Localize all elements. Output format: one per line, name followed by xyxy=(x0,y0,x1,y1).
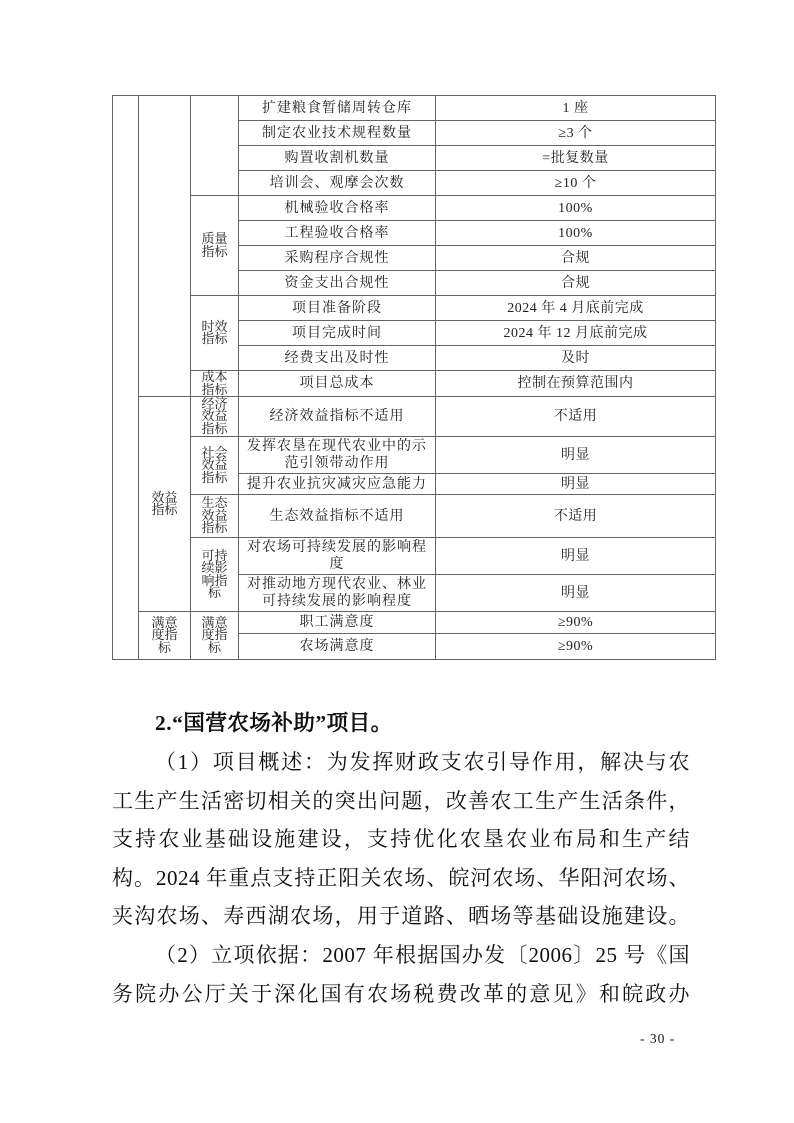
indicator-name-cell: 机械验收合格率 xyxy=(239,196,436,221)
paragraph-line: 工生产生活密切相关的突出问题，改善农工生产生活条件， xyxy=(112,788,690,813)
indicator-value-cell: ≥3 个 xyxy=(436,121,716,146)
indicator-value-cell: 明显 xyxy=(436,474,716,495)
empty-cell xyxy=(191,96,239,196)
paragraph-line: 构。2024 年重点支持正阳关农场、皖河农场、华阳河农场、 xyxy=(112,865,690,890)
indicator-name-cell: 扩建粮食暂储周转仓库 xyxy=(239,96,436,121)
indicator-name-cell: 经费支出及时性 xyxy=(239,346,436,371)
indicator-value-cell: 合规 xyxy=(436,246,716,271)
indicator-name-cell: 购置收割机数量 xyxy=(239,146,436,171)
indicator-value-cell: 及时 xyxy=(436,346,716,371)
indicator-name-cell: 发挥农垦在现代农业中的示范引领带动作用 xyxy=(239,437,436,474)
indicator-name-cell: 制定农业技术规程数量 xyxy=(239,121,436,146)
indicator-value-cell: 不适用 xyxy=(436,397,716,437)
indicator-value-cell: 明显 xyxy=(436,538,716,575)
paragraph-line: （1）项目概述：为发挥财政支农引导作用，解决与农 xyxy=(155,750,690,774)
empty-cell xyxy=(113,96,139,660)
indicator-value-cell: =批复数量 xyxy=(436,146,716,171)
body-text xyxy=(112,704,690,1013)
group-label-cell: 时效指标 xyxy=(191,296,239,371)
indicator-name-cell: 项目完成时间 xyxy=(239,321,436,346)
group-label-cell: 质量指标 xyxy=(191,196,239,296)
indicator-value-cell: 2024 年 4 月底前完成 xyxy=(436,296,716,321)
indicator-value-cell: 100% xyxy=(436,196,716,221)
paragraph-line: （2）立项依据：2007 年根据国办发〔2006〕25 号《国 xyxy=(155,942,690,967)
indicator-name-cell: 提升农业抗灾减灾应急能力 xyxy=(239,474,436,495)
indicator-value-cell: 100% xyxy=(436,221,716,246)
indicator-value-cell: 不适用 xyxy=(436,495,716,538)
indicator-value-cell: 合规 xyxy=(436,271,716,296)
group-label-cell: 经济效益指标 xyxy=(191,397,239,437)
indicator-name-cell: 项目总成本 xyxy=(239,371,436,397)
page-number: - 30 - xyxy=(640,1031,676,1046)
section-heading: 2.“国营农场补助”项目。 xyxy=(155,711,393,735)
group-label-cell: 满意度指标 xyxy=(139,612,191,660)
indicator-value-cell: 明显 xyxy=(436,437,716,474)
indicator-name-cell: 经济效益指标不适用 xyxy=(239,397,436,437)
indicator-name-cell: 生态效益指标不适用 xyxy=(239,495,436,538)
indicator-name-cell: 项目准备阶段 xyxy=(239,296,436,321)
indicator-value-cell: ≥90% xyxy=(436,634,716,660)
indicator-name-cell: 对推动地方现代农业、林业可持续发展的影响程度 xyxy=(239,575,436,612)
paragraph-line: 务院办公厅关于深化国有农场税费改革的意见》和皖政办 xyxy=(112,981,690,1006)
group-label-cell: 社会效益指标 xyxy=(191,437,239,495)
indicator-value-cell: ≥10 个 xyxy=(436,171,716,196)
indicator-value-cell: 2024 年 12 月底前完成 xyxy=(436,321,716,346)
group-label-cell: 生态效益指标 xyxy=(191,495,239,538)
indicator-value-cell: 1 座 xyxy=(436,96,716,121)
indicator-name-cell: 农场满意度 xyxy=(239,634,436,660)
indicator-name-cell: 资金支出合规性 xyxy=(239,271,436,296)
paragraph-line: 支持农业基础设施建设，支持优化农垦农业布局和生产结 xyxy=(112,827,690,852)
indicator-name-cell: 采购程序合规性 xyxy=(239,246,436,271)
empty-cell xyxy=(139,96,191,397)
indicator-name-cell: 职工满意度 xyxy=(239,612,436,634)
group-label-cell: 效益指标 xyxy=(139,397,191,612)
indicator-value-cell: 明显 xyxy=(436,575,716,612)
paragraph-line: 夹沟农场、寿西湖农场，用于道路、晒场等基础设施建设。 xyxy=(112,904,690,929)
group-label-cell: 可持续影响指标 xyxy=(191,538,239,612)
group-label-cell: 成本指标 xyxy=(191,371,239,397)
indicator-name-cell: 工程验收合格率 xyxy=(239,221,436,246)
group-label-cell: 满意度指标 xyxy=(191,612,239,660)
indicator-value-cell: ≥90% xyxy=(436,612,716,634)
indicator-value-cell: 控制在预算范围内 xyxy=(436,371,716,397)
performance-indicator-table xyxy=(112,95,716,660)
indicator-name-cell: 培训会、观摩会次数 xyxy=(239,171,436,196)
indicator-name-cell: 对农场可持续发展的影响程度 xyxy=(239,538,436,575)
